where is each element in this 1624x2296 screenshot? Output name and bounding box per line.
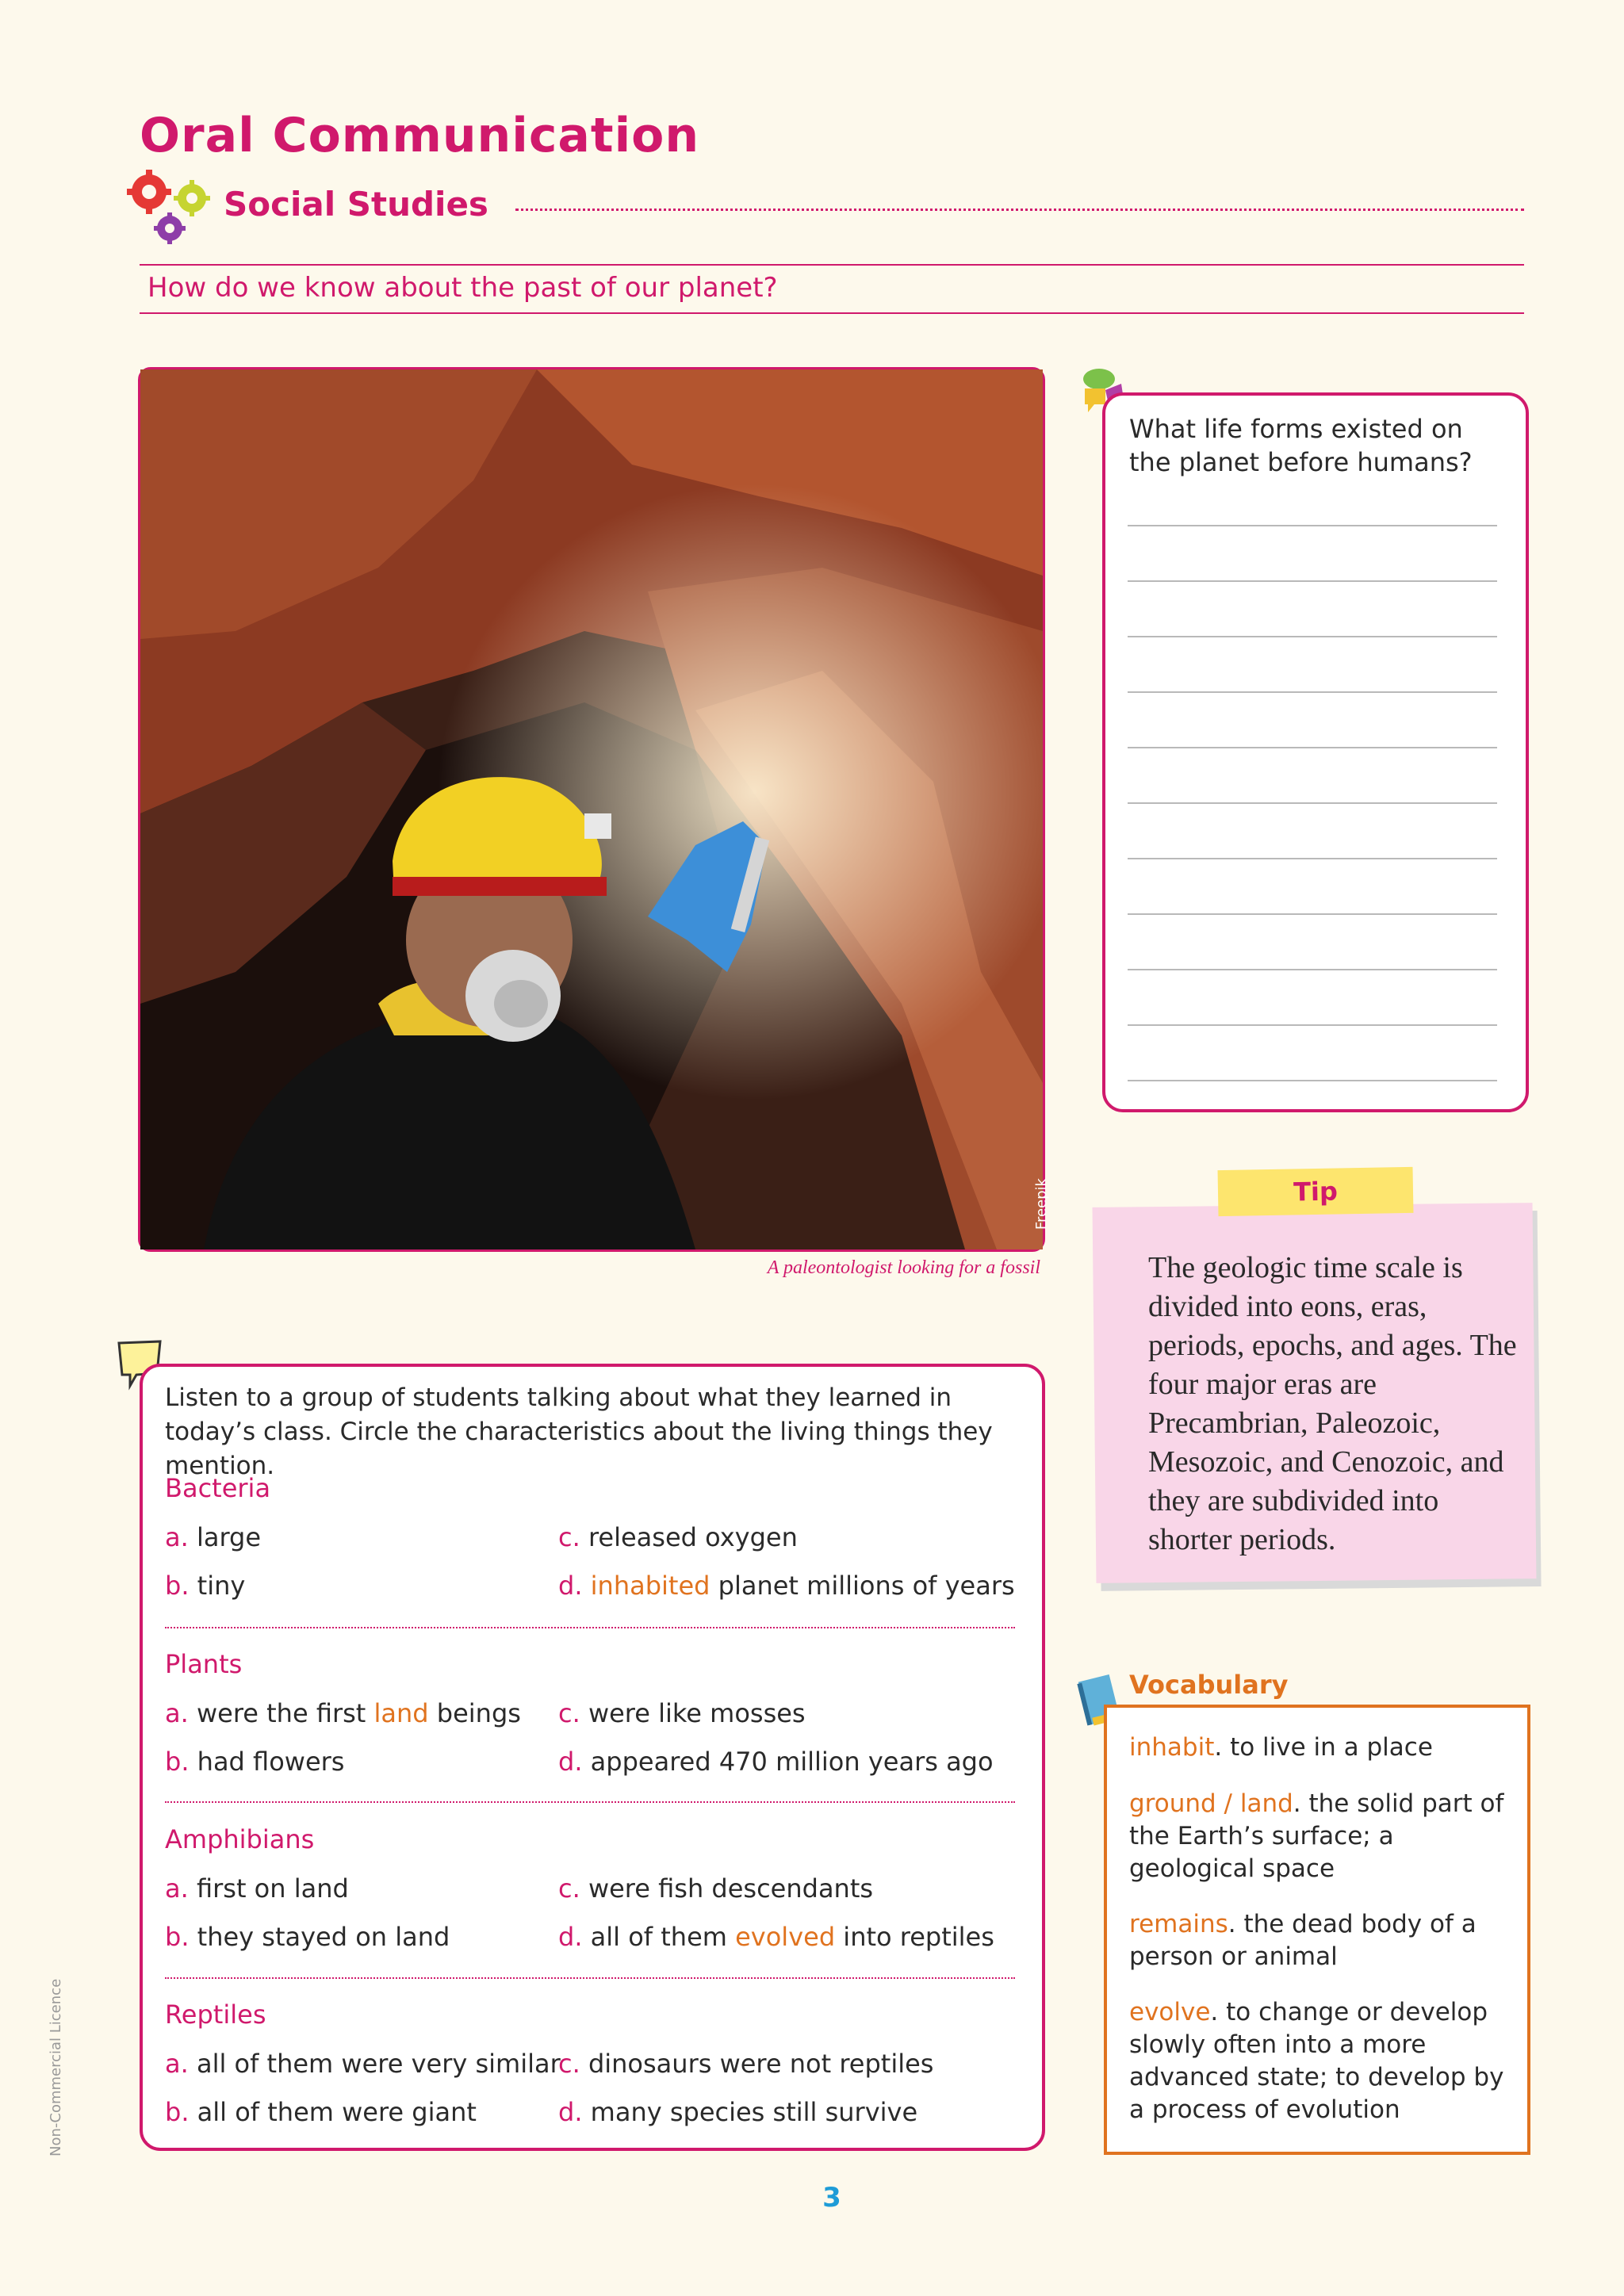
option-text: into reptiles (835, 1922, 994, 1952)
writing-line[interactable] (1128, 913, 1497, 915)
vocabulary-highlight: inhabited (590, 1571, 710, 1601)
divider (165, 1977, 1015, 1979)
vocabulary-term: evolve (1129, 1998, 1211, 2026)
licence-note: Non-Commercial Licence (48, 1978, 64, 2156)
discussion-question: What life forms existed on the planet before humans? (1129, 414, 1473, 477)
option-text: all of them (590, 1922, 736, 1952)
option-letter: c. (558, 1698, 580, 1728)
option-text: dinosaurs were not reptiles (588, 2049, 934, 2079)
vocabulary-title: Vocabulary (1129, 1670, 1289, 1700)
writing-line[interactable] (1128, 1080, 1497, 1081)
vocabulary-definition: . to change or develop slowly often into a more advanced state; to develop by a process of evolution (1129, 1998, 1504, 2124)
option-letter: c. (558, 1873, 580, 1904)
category-title: Reptiles (165, 1999, 266, 2030)
option-text: they stayed on land (197, 1922, 450, 1952)
divider (140, 264, 1524, 266)
option-text: were fish descendants (588, 1873, 874, 1904)
option-item[interactable] (165, 1747, 344, 1777)
option-text: released oxygen (588, 1522, 798, 1552)
tip-text: The geologic time scale is divided into eons, eras, periods, epochs, and ages. The four major eras are Precambrian, Paleozoic, Mesozoic, and Cenozoic, and they are subdivided into shorter periods. (1148, 1251, 1517, 1556)
tip-label: Tip (1218, 1167, 1414, 1216)
option-item[interactable] (165, 1522, 261, 1552)
option-letter: c. (558, 2049, 580, 2079)
option-text: large (196, 1522, 262, 1552)
option-text: had flowers (197, 1747, 345, 1777)
option-letter: a. (165, 2049, 189, 2079)
option-text: were the first (196, 1698, 374, 1728)
option-letter: d. (558, 1571, 583, 1601)
vocabulary-definition: . the dead body of a person or animal (1129, 1910, 1477, 1971)
option-item[interactable] (558, 2097, 917, 2127)
option-letter: b. (165, 1747, 190, 1777)
writing-line[interactable] (1128, 580, 1497, 582)
option-item[interactable] (558, 1922, 994, 1952)
option-item[interactable] (165, 1571, 245, 1601)
paleontologist-photo (138, 367, 1050, 1252)
category-title: Plants (165, 1649, 243, 1679)
writing-line[interactable] (1128, 802, 1497, 804)
option-item[interactable] (558, 1747, 994, 1777)
writing-line[interactable] (1128, 1024, 1497, 1026)
page-number: 3 (822, 2182, 841, 2214)
option-text: planet millions of years (710, 1571, 1015, 1601)
option-item[interactable] (558, 1698, 806, 1728)
divider (165, 1627, 1015, 1628)
option-text: all of them were giant (197, 2097, 477, 2127)
vocabulary-item (1129, 1788, 1510, 1885)
vocabulary-term: inhabit (1129, 1733, 1215, 1762)
page-title: Oral Communication (140, 108, 700, 163)
option-letter: b. (165, 2097, 190, 2127)
writing-line[interactable] (1128, 525, 1497, 526)
option-letter: a. (165, 1698, 189, 1728)
option-item[interactable] (165, 2049, 561, 2079)
option-letter: d. (558, 2097, 583, 2127)
vocabulary-item (1129, 1732, 1510, 1764)
option-letter: d. (558, 1747, 583, 1777)
vocabulary-highlight: evolved (735, 1922, 836, 1952)
option-letter: b. (165, 1922, 190, 1952)
option-item[interactable] (558, 2049, 933, 2079)
vocabulary-definition: . to live in a place (1214, 1733, 1433, 1762)
option-text: first on land (196, 1873, 349, 1904)
option-text: many species still survive (590, 2097, 918, 2127)
vocabulary-term: ground / land (1129, 1789, 1293, 1818)
option-item[interactable] (165, 1873, 349, 1904)
vocabulary-term: remains (1129, 1910, 1228, 1938)
option-letter: a. (165, 1873, 189, 1904)
option-text: appeared 470 million years ago (590, 1747, 994, 1777)
divider (140, 312, 1524, 314)
photo-credit: Freepik (1033, 1178, 1050, 1230)
option-letter: c. (558, 1522, 580, 1552)
category-title: Bacteria (165, 1473, 271, 1503)
option-item[interactable] (165, 1698, 521, 1728)
option-text: were like mosses (588, 1698, 806, 1728)
vocabulary-item (1129, 1996, 1510, 2126)
guiding-question: How do we know about the past of our planet? (147, 272, 778, 304)
vocabulary-item (1129, 1908, 1510, 1973)
vocabulary-definition: . the solid part of the Earth’s surface; a geological space (1129, 1789, 1504, 1883)
photo-caption: A paleontologist looking for a fossil (767, 1257, 1040, 1278)
option-item[interactable] (558, 1571, 1015, 1601)
option-letter: a. (165, 1522, 189, 1552)
option-item[interactable] (558, 1873, 873, 1904)
section-subtitle: Social Studies (224, 185, 488, 224)
vocabulary-highlight: land (373, 1698, 429, 1728)
discussion-box (1102, 392, 1529, 1112)
activity-instructions: Listen to a group of students talking about what they learned in today’s class. Circle the characteristics about the living things they mention. (165, 1383, 993, 1480)
gears-icon (125, 168, 216, 249)
option-text: tiny (197, 1571, 246, 1601)
divider (515, 209, 1524, 211)
option-letter: d. (558, 1922, 583, 1952)
category-title: Amphibians (165, 1824, 315, 1854)
option-item[interactable] (165, 2097, 477, 2127)
writing-line[interactable] (1128, 636, 1497, 637)
option-text: all of them were very similar (196, 2049, 561, 2079)
divider (165, 1801, 1015, 1803)
writing-line[interactable] (1128, 969, 1497, 970)
option-item[interactable] (165, 1922, 450, 1952)
writing-line[interactable] (1128, 747, 1497, 748)
option-letter: b. (165, 1571, 190, 1601)
option-item[interactable] (558, 1522, 798, 1552)
writing-line[interactable] (1128, 858, 1497, 859)
writing-line[interactable] (1128, 691, 1497, 693)
option-text: beings (428, 1698, 521, 1728)
